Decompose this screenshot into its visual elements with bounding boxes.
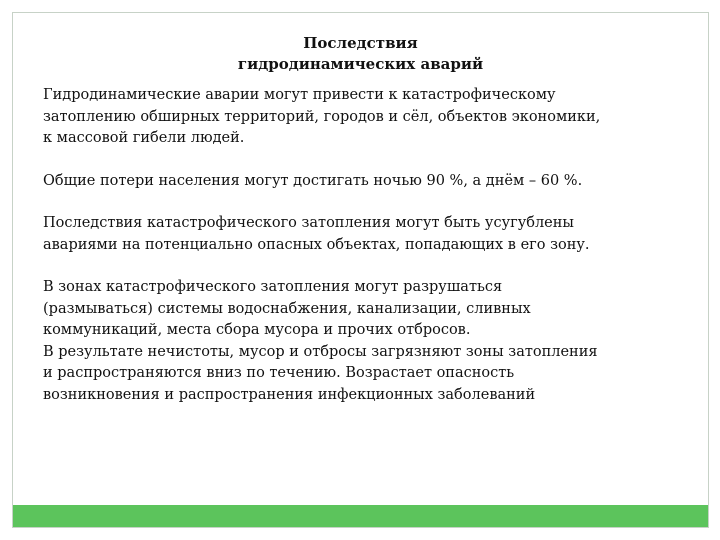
slide-title-line-1: Последствия (303, 34, 418, 52)
slide (12, 12, 709, 528)
slide-title (13, 33, 708, 75)
slide-body (43, 85, 683, 427)
bottom-accent-bar (13, 505, 708, 527)
paragraph-contamination: В результате нечистоты, мусор и отбросы загрязняют зоны затопления и распространяются вниз по течению. Возрастает опасность возникновения и распространения инфекционных заболеваний (43, 343, 598, 403)
paragraph-infrastructure: В зонах катастрофического затопления могут разрушаться (размываться) системы водоснабжения, канализации, сливных коммуникаций, места сбора мусора и прочих отбросов. (43, 279, 531, 338)
paragraph-consequences: Гидродинамические аварии могут привести к катастрофическому затоплению обширных территорий, городов и сёл, объектов экономики, к массовой гибели людей. (43, 87, 601, 146)
paragraph-aggravation: Последствия катастрофического затопления могут быть усугублены авариями на потенциально опасных объектах, попадающих в его зону. (43, 215, 590, 253)
slide-title-line-2: гидродинамических аварий (237, 55, 484, 73)
paragraph-losses: Общие потери населения могут достигать ночью 90 %, а днём – 60 %. (43, 172, 583, 189)
